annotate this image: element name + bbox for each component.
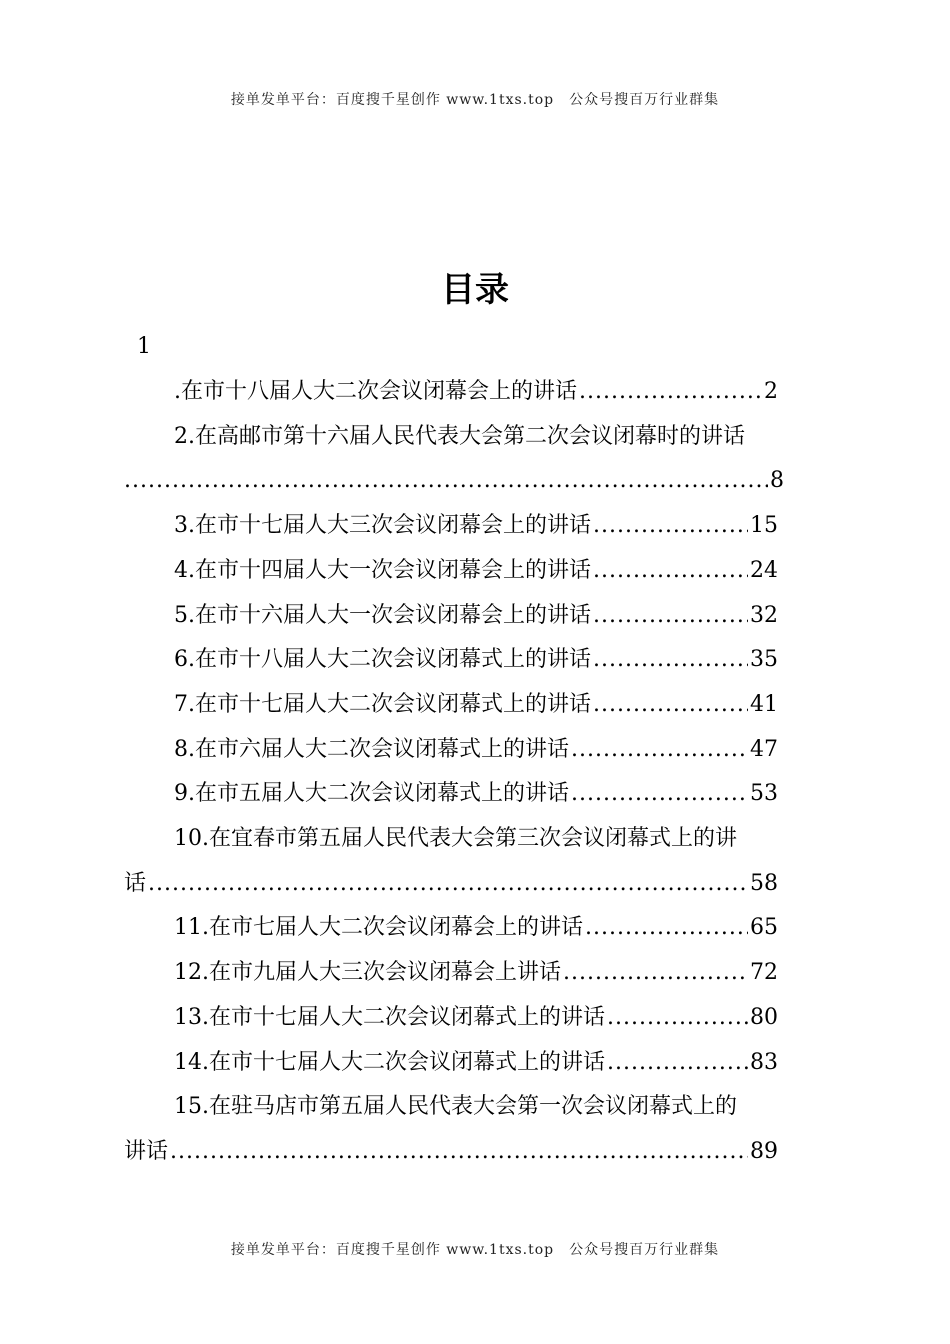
page-title: 目录 bbox=[441, 270, 509, 310]
table-of-contents bbox=[124, 370, 836, 1175]
toc-entry-page: 15 bbox=[750, 513, 778, 539]
toc-entry-page: 41 bbox=[750, 691, 778, 717]
toc-leader-dots bbox=[607, 996, 748, 1041]
toc-entry-page: 89 bbox=[750, 1138, 778, 1164]
toc-entry-title: 5.在市十六届人大一次会议闭幕会上的讲话 bbox=[174, 602, 591, 628]
toc-entry-title: 4.在市十四届人大一次会议闭幕会上的讲话 bbox=[174, 557, 591, 583]
toc-entry-title-cont: 讲话 bbox=[124, 1138, 169, 1164]
toc-entry-11[interactable] bbox=[124, 906, 836, 951]
toc-entry-12[interactable] bbox=[124, 951, 836, 996]
toc-entry-title: 7.在市十七届人大二次会议闭幕式上的讲话 bbox=[174, 691, 591, 717]
toc-entry-13[interactable] bbox=[124, 996, 836, 1041]
toc-entry-title: 2.在高邮市第十六届人民代表大会第二次会议闭幕时的讲话 bbox=[174, 423, 745, 449]
toc-entry-page: 65 bbox=[750, 915, 778, 941]
toc-entry-5[interactable] bbox=[124, 594, 836, 639]
toc-leader-dots bbox=[593, 549, 748, 594]
toc-entry-page: 47 bbox=[750, 736, 778, 762]
toc-entry-title: 12.在市九届人大三次会议闭幕会上讲话 bbox=[174, 960, 561, 986]
toc-leader-dots bbox=[593, 638, 748, 683]
toc-start-number: 1 bbox=[137, 334, 151, 359]
toc-leader-dots bbox=[148, 862, 748, 907]
toc-entry-page: 80 bbox=[750, 1004, 778, 1030]
toc-entry-title: 11.在市七届人大二次会议闭幕会上的讲话 bbox=[174, 915, 583, 941]
toc-entry-title: 9.在市五届人大二次会议闭幕式上的讲话 bbox=[174, 781, 569, 807]
toc-leader-dots bbox=[571, 772, 748, 817]
toc-leader-dots bbox=[170, 1130, 748, 1175]
toc-entry-page: 24 bbox=[750, 557, 778, 583]
toc-entry-7[interactable] bbox=[124, 683, 836, 728]
page-header-watermark: 接单发单平台：百度搜千星创作 www.1txs.top 公众号搜百万行业群集 bbox=[230, 92, 720, 108]
toc-entry-3[interactable] bbox=[124, 504, 836, 549]
toc-leader-dots bbox=[563, 951, 748, 996]
toc-entry-page: 2 bbox=[764, 379, 778, 404]
toc-entry-14[interactable] bbox=[124, 1041, 836, 1086]
toc-entry-page: 83 bbox=[750, 1049, 778, 1075]
toc-leader-dots bbox=[579, 370, 762, 415]
toc-entry-title: .在市十八届人大二次会议闭幕会上的讲话 bbox=[174, 379, 577, 404]
toc-entry-title: 15.在驻马店市第五届人民代表大会第一次会议闭幕式上的 bbox=[174, 1094, 737, 1120]
toc-entry-page: 35 bbox=[750, 647, 778, 673]
toc-entry-page: 72 bbox=[750, 960, 778, 986]
toc-entry-page: 8 bbox=[770, 468, 784, 494]
toc-leader-dots bbox=[124, 459, 768, 504]
toc-leader-dots bbox=[593, 594, 748, 639]
toc-entry-15[interactable] bbox=[124, 1085, 836, 1174]
toc-entry-page: 58 bbox=[750, 870, 778, 896]
toc-entry-title: 13.在市十七届人大二次会议闭幕式上的讲话 bbox=[174, 1004, 605, 1030]
toc-entry-page: 53 bbox=[750, 781, 778, 807]
page-footer-watermark: 接单发单平台：百度搜千星创作 www.1txs.top 公众号搜百万行业群集 bbox=[230, 1242, 720, 1258]
toc-leader-dots bbox=[593, 504, 748, 549]
toc-entry-2[interactable] bbox=[124, 415, 836, 504]
toc-entry-title: 14.在市十七届人大二次会议闭幕式上的讲话 bbox=[174, 1049, 605, 1075]
toc-entry-title-cont: 话 bbox=[124, 870, 147, 896]
toc-entry-1[interactable] bbox=[124, 370, 836, 415]
toc-entry-title: 8.在市六届人大二次会议闭幕式上的讲话 bbox=[174, 736, 569, 762]
toc-leader-dots bbox=[571, 728, 748, 773]
toc-entry-title: 3.在市十七届人大三次会议闭幕会上的讲话 bbox=[174, 513, 591, 539]
toc-entry-title: 6.在市十八届人大二次会议闭幕式上的讲话 bbox=[174, 647, 591, 673]
toc-leader-dots bbox=[593, 683, 748, 728]
toc-entry-8[interactable] bbox=[124, 728, 836, 773]
toc-leader-dots bbox=[585, 906, 748, 951]
toc-entry-page: 32 bbox=[750, 602, 778, 628]
toc-entry-6[interactable] bbox=[124, 638, 836, 683]
toc-entry-10[interactable] bbox=[124, 817, 836, 906]
toc-leader-dots bbox=[607, 1041, 748, 1086]
toc-entry-title: 10.在宜春市第五届人民代表大会第三次会议闭幕式上的讲 bbox=[174, 826, 737, 852]
toc-entry-4[interactable] bbox=[124, 549, 836, 594]
toc-entry-9[interactable] bbox=[124, 772, 836, 817]
